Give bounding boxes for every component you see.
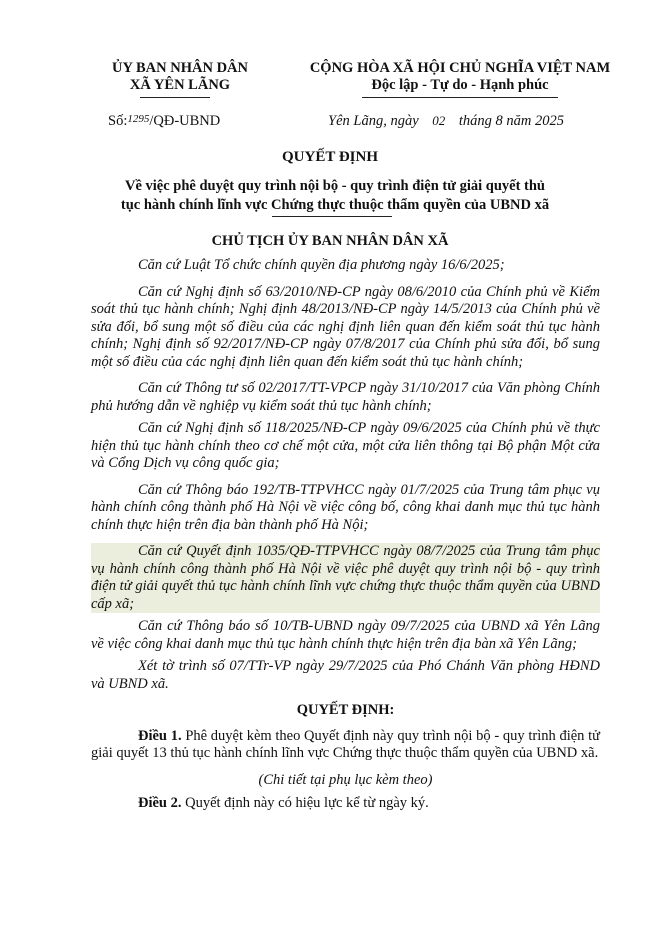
document-number (108, 113, 220, 130)
article-1-label: Điều 1. (138, 727, 182, 744)
subject-underline (272, 216, 392, 217)
motto-underline (362, 97, 558, 98)
article-2-text: Quyết định này có hiệu lực kể từ ngày ký. (185, 795, 429, 811)
number-suffix: /QĐ-UBND (149, 113, 221, 129)
subject-line2: tục hành chính lĩnh vực Chứng thực thuộc thẩm quyền của UBND xã (120, 197, 550, 213)
basis-paragraph: Căn cứ Nghị định số 63/2010/NĐ-CP ngày 08/6/2010 của Chính phủ về Kiểm soát thủ tục hành chính; Nghị định 48/2013/NĐ-CP ngày 14/5/2013 của Chính phủ về sửa đổi, bổ sung một số điều của các nghị định liên quan đến kiểm soát thủ tục hành chính; Nghị định số 92/2017/NĐ-CP ngày 07/8/2017 của Chính phủ sửa đổi, bổ sung một số điều của các nghị định liên quan đến kiểm soát thủ tục hành chính; (91, 283, 600, 370)
appendix-note: (Chi tiết tại phụ lục kèm theo) (258, 771, 433, 788)
month-label: tháng (458, 113, 492, 129)
basis-paragraph: Xét tờ trình số 07/TTr-VP ngày 29/7/2025 của Phó Chánh Văn phòng HĐND và UBND xã. (91, 658, 600, 692)
basis-paragraph: Căn cứ Thông tư số 02/2017/TT-VPCP ngày 31/10/2017 của Văn phòng Chính phủ hướng dẫn về nghiệp vụ kiểm soát thủ tục hành chính; (91, 380, 600, 414)
issuing-authority-line2: XÃ YÊN LÃNG (129, 77, 231, 93)
place-date-label: Yên Lãng, ngày (328, 113, 419, 129)
place-and-date (328, 113, 564, 130)
national-motto-line2: Độc lập - Tự do - Hạnh phúc (371, 77, 549, 93)
document-title: QUYẾT ĐỊNH (282, 149, 378, 165)
basis-paragraph-highlighted: Căn cứ Quyết định 1035/QĐ-TTPVHCC ngày 08/7/2025 của Trung tâm phục vụ hành chính công thành phố Hà Nội về việc phê duyệt quy trình nội bộ - quy trình điện tử giải quyết thủ tục hành chính lĩnh vực chứng thực thuộc thẩm quyền của UBND cấp xã; (91, 543, 600, 612)
number-prefix: Số: (108, 113, 128, 129)
issuing-title: CHỦ TỊCH ỦY BAN NHÂN DÂN XÃ (211, 233, 449, 249)
basis-paragraph: Căn cứ Thông báo 192/TB-TTPVHCC ngày 01/7/2025 của Trung tâm phục vụ hành chính công thành phố Hà Nội về việc công bố, công khai danh mục thủ tục hành chính thực hiện trên địa bàn thành phố Hà Nội; (91, 481, 600, 533)
national-motto (280, 60, 640, 94)
basis-paragraph: Căn cứ Thông báo số 10/TB-UBND ngày 09/7/2025 của UBND xã Yên Lãng về việc công khai danh mục thủ tục hành chính thực hiện trên địa bàn xã Yên Lãng; (91, 618, 600, 652)
basis-paragraph: Căn cứ Luật Tổ chức chính quyền địa phương ngày 16/6/2025; (138, 257, 505, 273)
article-1 (91, 728, 600, 763)
article-2-label: Điều 2. (138, 795, 182, 811)
year-label: năm 2025 (506, 113, 565, 129)
authority-underline (140, 97, 210, 98)
date-day: 02 (432, 113, 446, 128)
article-1-text: Phê duyệt kèm theo Quyết định này quy trình nội bộ - quy trình điện tử giải quyết 13 thủ tục hành chính lĩnh vực Chứng thực thuộc thẩm quyền của UBND xã. (91, 727, 601, 761)
subject-line1: Về việc phê duyệt quy trình nội bộ - quy trình điện tử giải quyết thủ (124, 178, 545, 194)
document-subject (80, 177, 590, 215)
date-month: 8 (495, 113, 503, 129)
article-2 (91, 795, 600, 813)
document-body (91, 257, 600, 813)
issuing-authority-line1: ỦY BAN NHÂN DÂN (111, 60, 248, 76)
basis-paragraph: Căn cứ Nghị định số 118/2025/NĐ-CP ngày 09/6/2025 của Chính phủ về thực hiện thủ tục hành chính theo cơ chế một cửa, một cửa liên thông tại Bộ phận Một cửa và Cổng Dịch vụ công quốc gia; (91, 420, 600, 471)
national-motto-line1: CỘNG HÒA XÃ HỘI CHỦ NGHĨA VIỆT NAM (309, 60, 611, 76)
issuing-authority (80, 60, 280, 94)
decision-heading: QUYẾT ĐỊNH: (296, 702, 395, 718)
number-value: 1295 (127, 113, 150, 125)
